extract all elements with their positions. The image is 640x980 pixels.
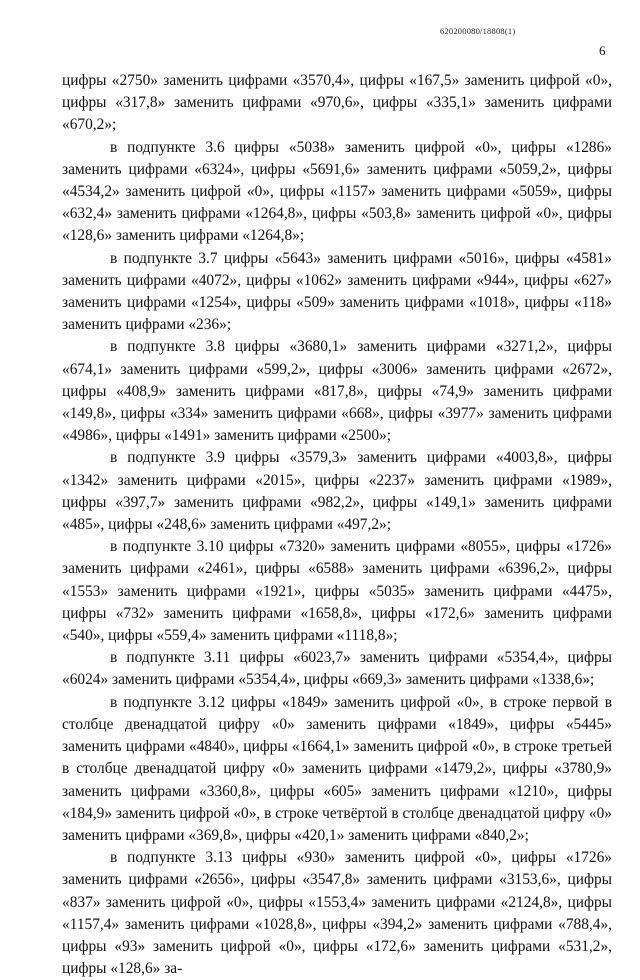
paragraph-subitem-3-11: в подпункте 3.11 цифры «6023,7» заменить цифрами «5354,4», цифры «6024» заменить цифрами «5354,4», цифры «669,3» заменить цифрами «1338,6»; (62, 649, 612, 689)
page-number: 6 (599, 43, 606, 58)
paragraph-subitem-3-8: в подпункте 3.8 цифры «3680,1» заменить цифрами «3271,2», цифры «674,1» заменить цифрами «599,2», цифры «3006» заменить цифрами «2672», цифры «408,9» заменить цифрами «817,8», цифры «74,9» заменить цифрами «149,8», цифры «334» заменить цифрами «668», цифры «3977» заменить цифрами «4986», цифры «1491» заменить цифрами «2500»; (62, 338, 612, 445)
document-code: 620200080/18808(1) (440, 26, 516, 36)
paragraph-continuation: цифры «2750» заменить цифрами «3570,4», цифры «167,5» заменить цифрой «0», цифры «317,8» заменить цифрами «970,6», цифры «335,1» заменить цифрами «670,2»; (62, 72, 612, 134)
paragraph-subitem-3-13: в подпункте 3.13 цифры «930» заменить цифрой «0», цифры «1726» заменить цифрами «2656», цифры «3547,8» заменить цифрами «3153,6», цифры «837» заменить цифрой «0», цифры «1553,4» заменить цифрами «2124,8», цифры «1157,4» заменить цифрами «1028,8», цифры «394,2» заменить цифрами «788,4», цифры «93» заменить цифрой «0», цифры «172,6» заменить цифрами «531,2», цифры «128,6» за- (62, 849, 612, 978)
paragraph-subitem-3-10: в подпункте 3.10 цифры «7320» заменить цифрами «8055», цифры «1726» заменить цифрами «2461», цифры «6588» заменить цифрами «6396,2», цифры «1553» заменить цифрами «1921», цифры «5035» заменить цифрами «4475», цифры «732» заменить цифрами «1658,8», цифры «172,6» заменить цифрами «540», цифры «559,4» заменить цифрами «1118,8»; (62, 538, 612, 645)
paragraph-subitem-3-12: в подпункте 3.12 цифры «1849» заменить цифрой «0», в строке первой в столбце двенадцатой цифру «0» заменить цифрами «1849», цифры «5445» заменить цифрами «4840», цифры «1664,1» заменить цифрой «0», в строке третьей в столбце двенадцатой цифру «0» заменить цифрами «1479,2», цифры «3780,9» заменить цифрами «3360,8», цифры «605» заменить цифрами «1210», цифры «184,9» заменить цифрой «0», в строке четвёртой в столбце двенадцатой цифру «0» заменить цифрами «369,8», цифры «420,1» заменить цифрами «840,2»; (62, 693, 612, 844)
paragraph-subitem-3-7: в подпункте 3.7 цифры «5643» заменить цифрами «5016», цифры «4581» заменить цифрами «4072», цифры «1062» заменить цифрами «944», цифры «627» заменить цифрами «1254», цифры «509» заменить цифрами «1018», цифры «118» заменить цифрами «236»; (62, 249, 612, 334)
paragraph-subitem-3-9: в подпункте 3.9 цифры «3579,3» заменить цифрами «4003,8», цифры «1342» заменить цифрами «2015», цифры «2237» заменить цифрами «1989», цифры «397,7» заменить цифрами «982,2», цифры «149,1» заменить цифрами «485», цифры «248,6» заменить цифрами «497,2»; (62, 449, 612, 534)
paragraph-subitem-3-6: в подпункте 3.6 цифры «5038» заменить цифрой «0», цифры «1286» заменить цифрами «6324», цифры «5691,6» заменить цифрами «5059,2», цифры «4534,2» заменить цифрой «0», цифры «1157» заменить цифрами «5059», цифры «632,4» заменить цифрами «1264,8», цифры «503,8» заменить цифрой «0», цифры «128,6» заменить цифрами «1264,8»; (62, 138, 612, 245)
document-body (62, 70, 612, 980)
